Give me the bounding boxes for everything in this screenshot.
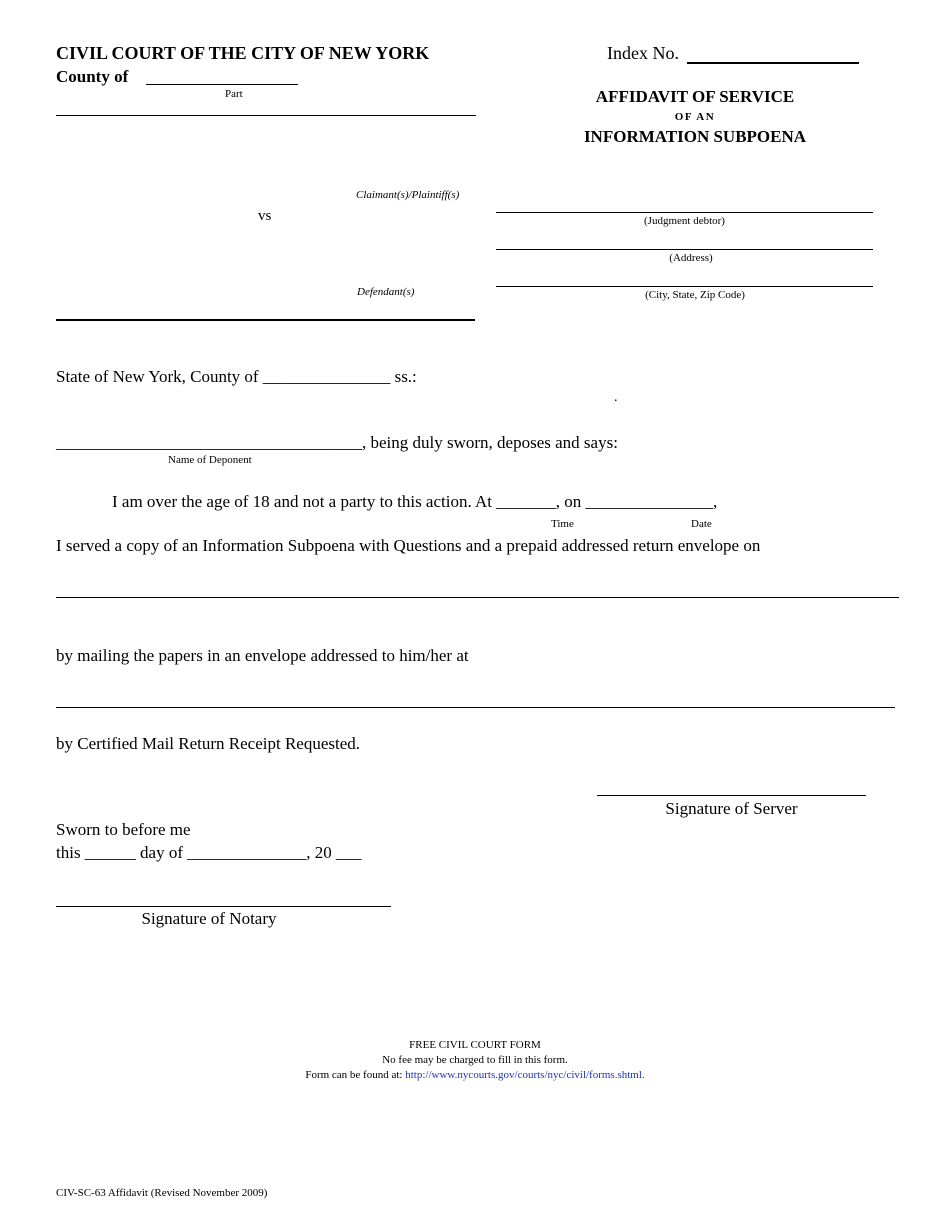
form-id: CIV-SC-63 Affidavit (Revised November 2009) xyxy=(56,1187,268,1199)
form-title-line1: AFFIDAVIT OF SERVICE xyxy=(595,87,795,106)
county-label: County of xyxy=(56,67,129,86)
city-state-zip-label: (City, State, Zip Code) xyxy=(645,289,745,301)
county-field-line[interactable] xyxy=(146,84,298,85)
caption-bottom-divider xyxy=(56,319,475,321)
venue-line: State of New York, County of _______________ ss.: xyxy=(56,367,417,386)
address-label: (Address) xyxy=(669,252,713,264)
server-signature-field-line[interactable] xyxy=(597,795,866,796)
city-state-zip-field-line[interactable] xyxy=(496,286,873,287)
form-url-link[interactable]: http://www.nycourts.gov/courts/nyc/civil/forms.shtml. xyxy=(405,1069,645,1081)
form-location-label: Form can be found at: xyxy=(305,1069,403,1081)
no-fee-notice: No fee may be charged to fill in this form. xyxy=(382,1054,568,1066)
index-number-field-line[interactable] xyxy=(687,62,859,64)
server-signature-label: Signature of Server xyxy=(665,799,798,818)
sworn-line-1: Sworn to before me xyxy=(56,820,191,839)
age-statement-line: I am over the age of 18 and not a party to this action. At _______, on _______________, xyxy=(112,492,718,511)
served-statement-line: I served a copy of an Information Subpoena with Questions and a prepaid addressed return envelope on xyxy=(56,536,761,555)
defendant-label: Defendant(s) xyxy=(357,286,415,298)
caption-top-divider xyxy=(56,115,476,116)
part-label: Part xyxy=(225,88,243,100)
mailing-address-field-line[interactable] xyxy=(56,707,895,708)
served-party-field-line[interactable] xyxy=(56,597,899,598)
form-title-line2: OF AN xyxy=(674,111,716,123)
time-caption: Time xyxy=(551,518,574,530)
sworn-line-2: this ______ day of ______________, 20 ___ xyxy=(56,843,362,862)
period-mark: . xyxy=(614,390,618,405)
deponent-name-caption: Name of Deponent xyxy=(168,454,252,466)
free-form-notice: FREE CIVIL COURT FORM xyxy=(409,1039,541,1051)
court-name: CIVIL COURT OF THE CITY OF NEW YORK xyxy=(56,43,430,63)
judgment-debtor-label: (Judgment debtor) xyxy=(644,215,725,227)
index-number-label: Index No. xyxy=(607,43,679,63)
address-field-line[interactable] xyxy=(496,249,873,250)
judgment-debtor-field-line[interactable] xyxy=(496,212,873,213)
notary-signature-field-line[interactable] xyxy=(56,906,391,907)
certified-mail-line: by Certified Mail Return Receipt Requested. xyxy=(56,734,361,753)
form-location-line xyxy=(0,1069,950,1081)
date-caption: Date xyxy=(691,518,712,530)
claimant-label: Claimant(s)/Plaintiff(s) xyxy=(356,189,460,201)
deponent-line: ____________________________________, being duly sworn, deposes and says: xyxy=(56,433,618,452)
form-title-line3: INFORMATION SUBPOENA xyxy=(583,127,807,146)
mailing-statement-line: by mailing the papers in an envelope addressed to him/her at xyxy=(56,646,469,665)
notary-signature-label: Signature of Notary xyxy=(141,909,277,928)
vs-label: vs xyxy=(258,208,272,224)
